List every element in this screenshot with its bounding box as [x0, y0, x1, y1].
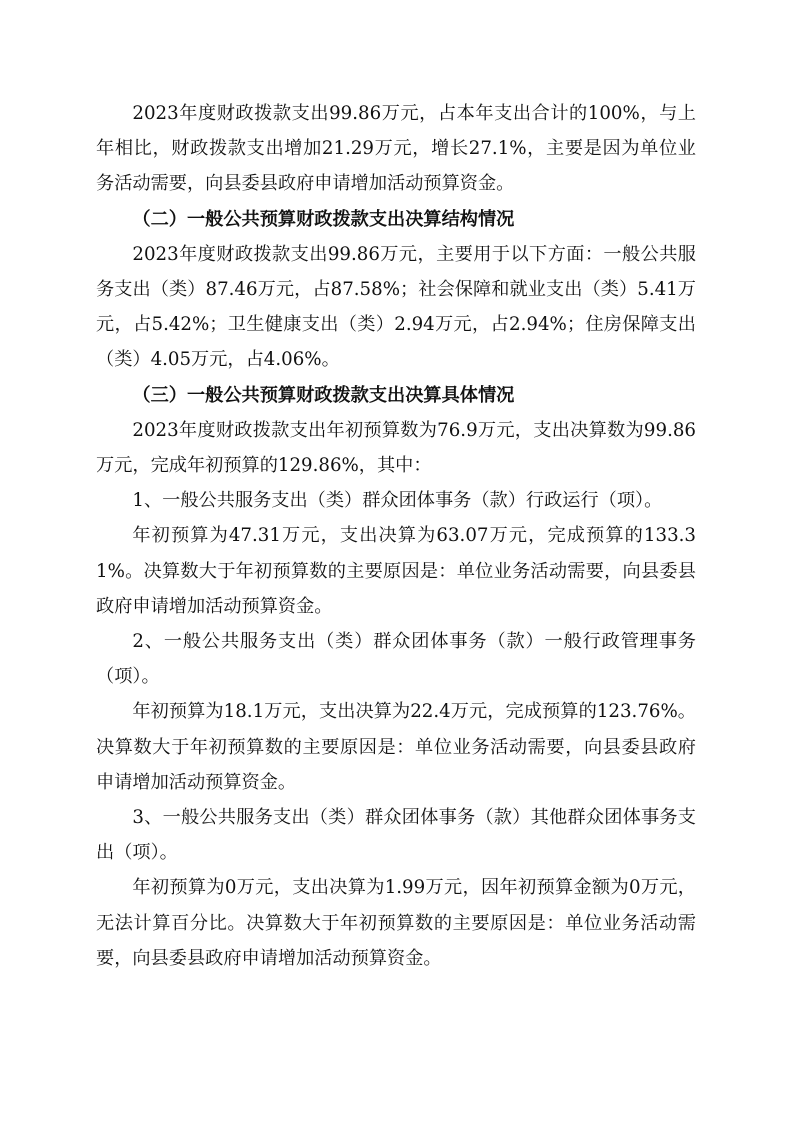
- paragraph-total-expenditure: 2023年度财政拨款支出99.86万元，占本年支出合计的100%，与上年相比，财政拨款支出增加21.29万元，增长27.1%，主要是因为单位业务活动需要，向县委县政府申请增加活动预算资金。: [96, 103, 696, 195]
- section-heading-details: （三）一般公共预算财政拨款支出决算具体情况: [132, 384, 515, 406]
- section-heading-structure: （二）一般公共预算财政拨款支出决算结构情况: [132, 208, 515, 230]
- item-1-body: 年初预算为47.31万元，支出决算为63.07万元，完成预算的133.31%。决算数大于年初预算数的主要原因是：单位业务活动需要，向县委县政府申请增加活动预算资金。: [96, 525, 696, 617]
- item-3-body: 年初预算为0万元，支出决算为1.99万元，因年初预算金额为0万元，无法计算百分比。决算数大于年初预算数的主要原因是：单位业务活动需要，向县委县政府申请增加活动预算资金。: [96, 877, 696, 969]
- item-1-title: 1、一般公共服务支出（类）群众团体事务（款）行政运行（项）。: [132, 490, 663, 512]
- item-3-title: 3、一般公共服务支出（类）群众团体事务（款）其他群众团体事务支出（项）。: [96, 807, 696, 864]
- paragraph-details-summary: 2023年度财政拨款支出年初预算数为76.9万元，支出决算数为99.86万元，完成年初预算的129.86%，其中：: [96, 419, 696, 477]
- document-page: [96, 96, 696, 976]
- paragraph-structure: 2023年度财政拨款支出99.86万元，主要用于以下方面：一般公共服务支出（类）87.46万元，占87.58%；社会保障和就业支出（类）5.41万元，占5.42%；卫生健康支出（类）2.94万元，占2.94%；住房保障支出（类）4.05万元，占4.06%。: [96, 243, 696, 371]
- item-2-title: 2、一般公共服务支出（类）群众团体事务（款）一般行政管理事务（项）。: [96, 631, 696, 688]
- item-2-body: 年初预算为18.1万元，支出决算为22.4万元，完成预算的123.76%。决算数大于年初预算数的主要原因是：单位业务活动需要，向县委县政府申请增加活动预算资金。: [96, 701, 696, 793]
